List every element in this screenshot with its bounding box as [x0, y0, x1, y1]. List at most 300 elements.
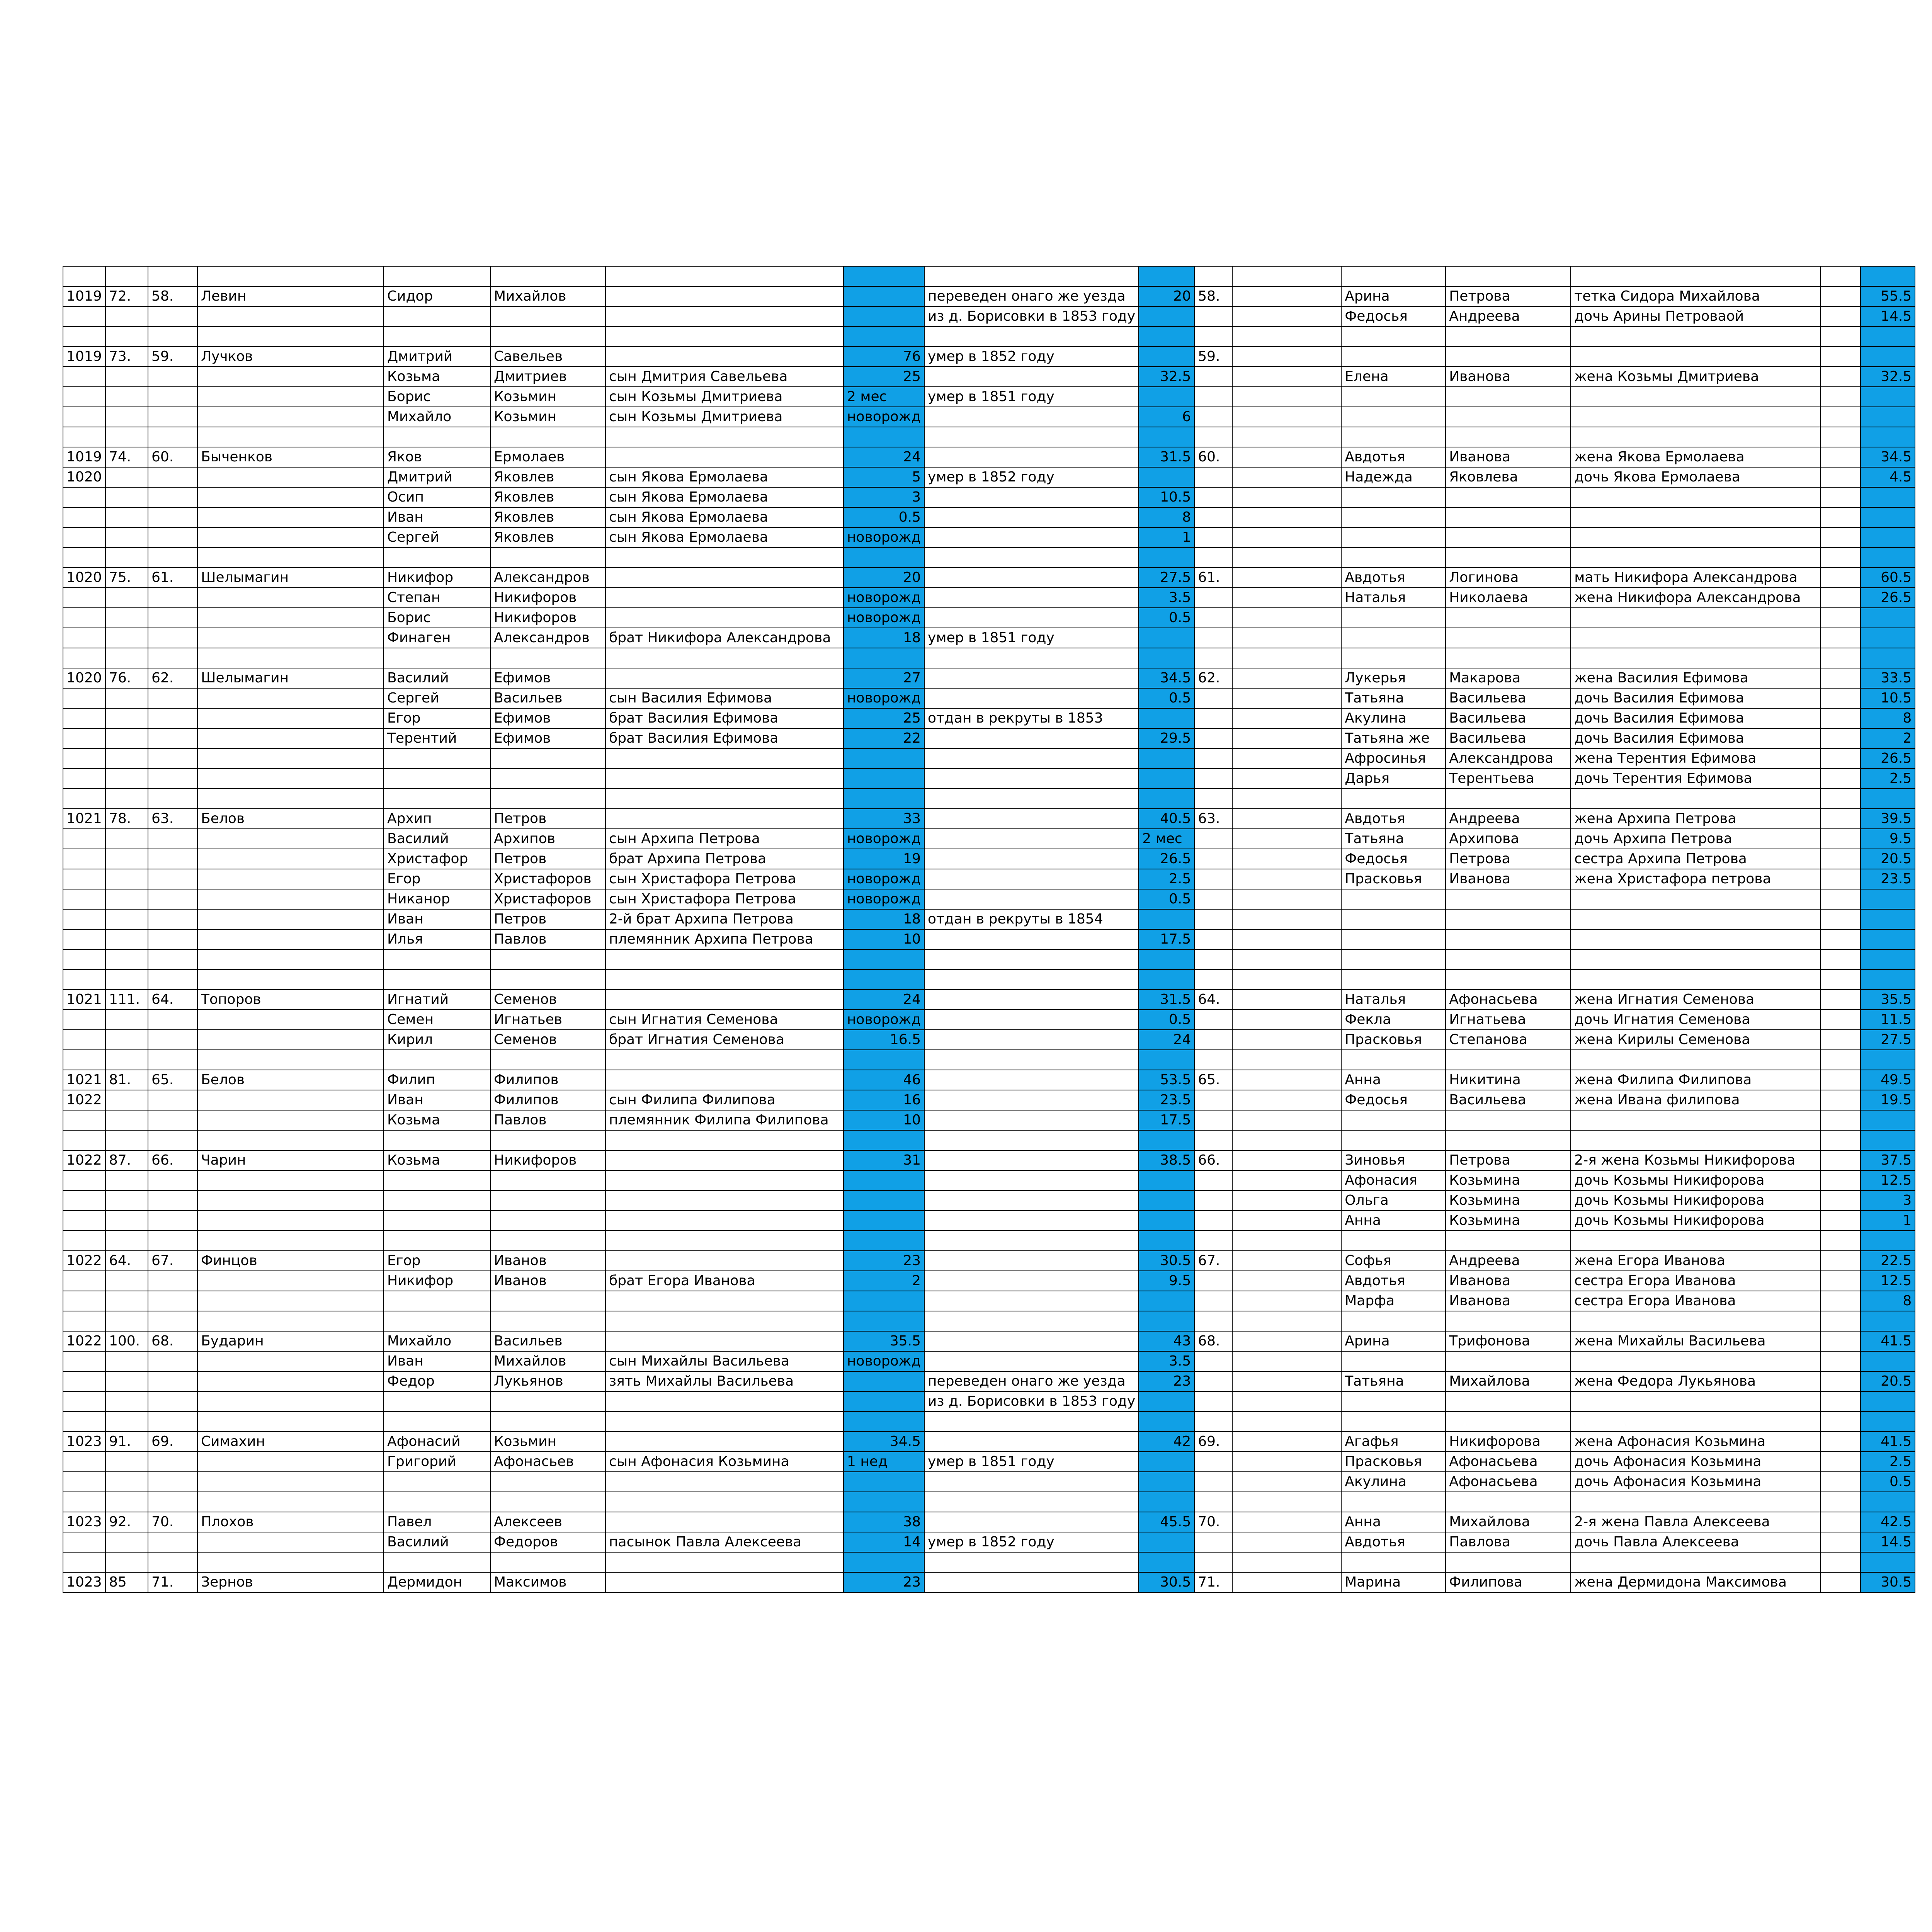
cell-first-name: Сидор — [384, 286, 490, 306]
cell-spacer — [1232, 568, 1341, 588]
table-row — [63, 1432, 1915, 1452]
cell-age-1858 — [1139, 347, 1194, 367]
cell-spacer — [1232, 1391, 1341, 1412]
cell-male-no — [148, 648, 197, 668]
cell-note: умер в 1851 году — [924, 1452, 1139, 1472]
cell-female-patronymic: Терентьева — [1446, 769, 1571, 789]
cell-house-no — [63, 769, 105, 789]
cell-list-no — [105, 1412, 148, 1432]
cell-surname: Чарин — [197, 1150, 384, 1170]
cell-spacer — [1232, 909, 1341, 929]
table-row — [63, 1271, 1915, 1291]
cell-relation: сын Христафора Петрова — [605, 889, 844, 909]
cell-list-no — [105, 1110, 148, 1130]
cell-age-1850 — [844, 1050, 924, 1070]
cell-female-age: 12.5 — [1861, 1170, 1915, 1190]
cell-spacer — [1232, 608, 1341, 628]
cell-house-no — [63, 1170, 105, 1190]
cell-surname — [197, 1532, 384, 1552]
cell-surname — [197, 1050, 384, 1070]
table-row — [63, 1231, 1915, 1251]
cell-spacer — [1232, 1090, 1341, 1110]
cell-female-first-name — [1341, 487, 1446, 507]
cell-first-name: Иван — [384, 1090, 490, 1110]
cell-patronymic: Лукьянов — [490, 1371, 605, 1391]
cell-surname — [197, 849, 384, 869]
cell-house-no — [63, 688, 105, 708]
cell-female-first-name — [1341, 1412, 1446, 1432]
cell-relation — [605, 1311, 844, 1331]
cell-age-1850: 24 — [844, 447, 924, 467]
table-row — [63, 1130, 1915, 1150]
cell-note — [924, 1291, 1139, 1311]
cell-female-age — [1861, 487, 1915, 507]
cell-first-name: Василий — [384, 668, 490, 688]
cell-female-patronymic: Афонасьева — [1446, 1452, 1571, 1472]
cell-relation — [605, 949, 844, 969]
cell-female-age — [1861, 527, 1915, 548]
cell-female-patronymic: Козьмина — [1446, 1211, 1571, 1231]
cell-list-no — [105, 628, 148, 648]
cell-female-first-name: Татьяна же — [1341, 728, 1446, 748]
cell-female-no: 68. — [1194, 1331, 1232, 1351]
cell-female-no — [1194, 748, 1232, 769]
cell-spacer-2 — [1820, 467, 1861, 487]
cell-house-no — [63, 527, 105, 548]
cell-male-no — [148, 1371, 197, 1391]
cell-list-no: 85 — [105, 1572, 148, 1592]
cell-house-no — [63, 628, 105, 648]
cell-relation: сын Козьмы Дмитриева — [605, 407, 844, 427]
table-row — [63, 487, 1915, 507]
cell-spacer-2 — [1820, 1452, 1861, 1472]
table-row — [63, 1211, 1915, 1231]
cell-female-no: 63. — [1194, 809, 1232, 829]
cell-spacer — [1232, 1030, 1341, 1050]
cell-male-no: 67. — [148, 1251, 197, 1271]
cell-relation — [605, 990, 844, 1010]
cell-patronymic — [490, 748, 605, 769]
table-row — [63, 1452, 1915, 1472]
cell-female-age — [1861, 548, 1915, 568]
cell-female-relation: 2-я жена Козьмы Никифорова — [1571, 1150, 1820, 1170]
cell-list-no — [105, 769, 148, 789]
cell-first-name — [384, 1211, 490, 1231]
cell-first-name — [384, 1412, 490, 1432]
cell-male-no — [148, 1170, 197, 1190]
cell-first-name: Дмитрий — [384, 467, 490, 487]
cell-patronymic: Михайлов — [490, 286, 605, 306]
cell-surname: Быченков — [197, 447, 384, 467]
cell-age-1858: 1 — [1139, 527, 1194, 548]
cell-house-no — [63, 1351, 105, 1371]
cell-female-relation — [1571, 889, 1820, 909]
cell-note — [924, 1271, 1139, 1291]
cell-age-1858 — [1139, 1552, 1194, 1572]
cell-spacer — [1232, 728, 1341, 748]
cell-age-1858 — [1139, 748, 1194, 769]
cell-spacer-2 — [1820, 507, 1861, 527]
cell-first-name: Никанор — [384, 889, 490, 909]
cell-female-age — [1861, 1391, 1915, 1412]
cell-note — [924, 1331, 1139, 1351]
cell-female-age: 34.5 — [1861, 447, 1915, 467]
cell-note: переведен онаго же уезда — [924, 286, 1139, 306]
cell-female-patronymic: Архипова — [1446, 829, 1571, 849]
cell-female-relation: дочь Павла Алексеева — [1571, 1532, 1820, 1552]
cell-first-name: Яков — [384, 447, 490, 467]
cell-note: отдан в рекруты в 1854 — [924, 909, 1139, 929]
cell-spacer — [1232, 286, 1341, 306]
cell-female-no — [1194, 789, 1232, 809]
cell-first-name: Егор — [384, 869, 490, 889]
cell-spacer — [1232, 1251, 1341, 1271]
cell-age-1858: 30.5 — [1139, 1572, 1194, 1592]
cell-spacer — [1232, 1070, 1341, 1090]
cell-female-no — [1194, 1472, 1232, 1492]
cell-female-age: 26.5 — [1861, 748, 1915, 769]
cell-surname — [197, 1030, 384, 1050]
cell-female-patronymic: Козьмина — [1446, 1190, 1571, 1211]
cell-patronymic — [490, 1050, 605, 1070]
cell-list-no — [105, 407, 148, 427]
cell-age-1858 — [1139, 467, 1194, 487]
cell-note — [924, 487, 1139, 507]
cell-house-no — [63, 1371, 105, 1391]
cell-spacer-2 — [1820, 829, 1861, 849]
cell-spacer — [1232, 869, 1341, 889]
cell-female-age — [1861, 608, 1915, 628]
cell-female-no — [1194, 849, 1232, 869]
cell-female-relation — [1571, 427, 1820, 447]
cell-list-no: 81. — [105, 1070, 148, 1090]
cell-spacer-2 — [1820, 1170, 1861, 1190]
cell-spacer-2 — [1820, 1532, 1861, 1552]
cell-first-name: Федор — [384, 1371, 490, 1391]
cell-female-relation — [1571, 1130, 1820, 1150]
cell-age-1850: 20 — [844, 568, 924, 588]
cell-age-1858: 8 — [1139, 507, 1194, 527]
cell-surname — [197, 306, 384, 327]
cell-relation — [605, 969, 844, 990]
cell-female-patronymic: Иванова — [1446, 367, 1571, 387]
cell-list-no — [105, 608, 148, 628]
cell-patronymic — [490, 1492, 605, 1512]
table-row — [63, 929, 1915, 949]
cell-list-no — [105, 1532, 148, 1552]
cell-surname: Левин — [197, 286, 384, 306]
cell-patronymic: Павлов — [490, 929, 605, 949]
cell-spacer — [1232, 1170, 1341, 1190]
cell-female-first-name — [1341, 969, 1446, 990]
cell-age-1850: 16 — [844, 1090, 924, 1110]
cell-spacer — [1232, 387, 1341, 407]
cell-age-1850 — [844, 769, 924, 789]
cell-list-no — [105, 1010, 148, 1030]
cell-house-no: 1022 — [63, 1251, 105, 1271]
cell-relation: брат Никифора Александрова — [605, 628, 844, 648]
cell-female-patronymic — [1446, 1391, 1571, 1412]
cell-note — [924, 507, 1139, 527]
cell-relation — [605, 769, 844, 789]
cell-female-age: 32.5 — [1861, 367, 1915, 387]
cell-surname — [197, 829, 384, 849]
table-row — [63, 266, 1915, 286]
cell-female-first-name: Лукерья — [1341, 668, 1446, 688]
cell-female-first-name: Анна — [1341, 1512, 1446, 1532]
cell-list-no — [105, 527, 148, 548]
cell-female-patronymic — [1446, 1492, 1571, 1512]
cell-note — [924, 1231, 1139, 1251]
cell-female-patronymic: Логинова — [1446, 568, 1571, 588]
cell-list-no: 100. — [105, 1331, 148, 1351]
cell-female-patronymic — [1446, 1110, 1571, 1130]
cell-female-first-name: Татьяна — [1341, 829, 1446, 849]
cell-age-1858: 6 — [1139, 407, 1194, 427]
cell-female-age: 55.5 — [1861, 286, 1915, 306]
cell-age-1850 — [844, 1211, 924, 1231]
cell-spacer — [1232, 588, 1341, 608]
cell-first-name: Христафор — [384, 849, 490, 869]
cell-spacer-2 — [1820, 588, 1861, 608]
cell-age-1858 — [1139, 1391, 1194, 1412]
cell-first-name: Кирил — [384, 1030, 490, 1050]
cell-female-first-name: Анна — [1341, 1070, 1446, 1090]
cell-female-relation: тетка Сидора Михайлова — [1571, 286, 1820, 306]
cell-spacer-2 — [1820, 306, 1861, 327]
cell-spacer — [1232, 1331, 1341, 1351]
cell-female-no — [1194, 1030, 1232, 1050]
cell-age-1858: 34.5 — [1139, 668, 1194, 688]
cell-age-1850: 34.5 — [844, 1432, 924, 1452]
cell-female-patronymic — [1446, 407, 1571, 427]
cell-house-no — [63, 1110, 105, 1130]
cell-house-no — [63, 427, 105, 447]
cell-house-no — [63, 1010, 105, 1030]
cell-spacer — [1232, 467, 1341, 487]
cell-house-no — [63, 1492, 105, 1512]
cell-female-no — [1194, 1090, 1232, 1110]
cell-house-no — [63, 1412, 105, 1432]
cell-first-name: Козьма — [384, 1150, 490, 1170]
cell-female-patronymic: Андреева — [1446, 1251, 1571, 1271]
cell-female-first-name — [1341, 507, 1446, 527]
cell-house-no — [63, 789, 105, 809]
cell-female-age — [1861, 889, 1915, 909]
cell-age-1858 — [1139, 1190, 1194, 1211]
cell-patronymic: Никифоров — [490, 1150, 605, 1170]
cell-spacer-2 — [1820, 608, 1861, 628]
cell-age-1850 — [844, 1311, 924, 1331]
cell-female-patronymic: Николаева — [1446, 588, 1571, 608]
cell-house-no — [63, 1190, 105, 1211]
cell-female-first-name — [1341, 347, 1446, 367]
cell-note: умер в 1851 году — [924, 387, 1139, 407]
cell-house-no — [63, 407, 105, 427]
cell-female-relation — [1571, 347, 1820, 367]
cell-spacer-2 — [1820, 568, 1861, 588]
cell-female-no — [1194, 949, 1232, 969]
cell-first-name — [384, 969, 490, 990]
cell-first-name: Семен — [384, 1010, 490, 1030]
cell-female-patronymic: Васильева — [1446, 728, 1571, 748]
cell-age-1858: 32.5 — [1139, 367, 1194, 387]
cell-list-no — [105, 889, 148, 909]
cell-female-patronymic: Андреева — [1446, 809, 1571, 829]
cell-female-no — [1194, 969, 1232, 990]
cell-surname — [197, 1190, 384, 1211]
cell-female-no — [1194, 1371, 1232, 1391]
cell-note — [924, 728, 1139, 748]
cell-spacer — [1232, 1130, 1341, 1150]
cell-age-1850: 16.5 — [844, 1030, 924, 1050]
cell-house-no: 1019 — [63, 286, 105, 306]
cell-relation: 2-й брат Архипа Петрова — [605, 909, 844, 929]
cell-first-name — [384, 748, 490, 769]
cell-spacer-2 — [1820, 1251, 1861, 1271]
cell-patronymic — [490, 306, 605, 327]
cell-female-first-name: Федосья — [1341, 849, 1446, 869]
cell-spacer — [1232, 1211, 1341, 1231]
cell-spacer-2 — [1820, 648, 1861, 668]
cell-female-first-name: Фекла — [1341, 1010, 1446, 1030]
cell-male-no — [148, 1391, 197, 1412]
cell-female-patronymic: Трифонова — [1446, 1331, 1571, 1351]
cell-male-no — [148, 1452, 197, 1472]
cell-age-1850: 25 — [844, 367, 924, 387]
cell-first-name — [384, 1391, 490, 1412]
cell-female-no — [1194, 427, 1232, 447]
cell-female-age: 22.5 — [1861, 1251, 1915, 1271]
cell-patronymic: Ефимов — [490, 668, 605, 688]
cell-female-first-name — [1341, 889, 1446, 909]
cell-female-relation: жена Михайлы Васильева — [1571, 1331, 1820, 1351]
cell-female-relation: дочь Козьмы Никифорова — [1571, 1190, 1820, 1211]
cell-female-relation — [1571, 387, 1820, 407]
cell-male-no — [148, 969, 197, 990]
cell-female-relation — [1571, 1050, 1820, 1070]
cell-age-1850 — [844, 969, 924, 990]
cell-first-name: Борис — [384, 608, 490, 628]
table-row — [63, 628, 1915, 648]
cell-list-no — [105, 1211, 148, 1231]
cell-age-1858 — [1139, 969, 1194, 990]
cell-relation — [605, 568, 844, 588]
cell-surname — [197, 929, 384, 949]
cell-female-age — [1861, 347, 1915, 367]
table-row — [63, 969, 1915, 990]
cell-female-patronymic: Павлова — [1446, 1532, 1571, 1552]
cell-male-no — [148, 306, 197, 327]
cell-spacer-2 — [1820, 1512, 1861, 1532]
cell-female-relation: жена Дермидона Максимова — [1571, 1572, 1820, 1592]
cell-surname — [197, 1351, 384, 1371]
cell-age-1858 — [1139, 306, 1194, 327]
cell-female-first-name: Федосья — [1341, 306, 1446, 327]
cell-female-age: 2.5 — [1861, 1452, 1915, 1472]
cell-female-patronymic: Васильева — [1446, 688, 1571, 708]
cell-female-age: 42.5 — [1861, 1512, 1915, 1532]
cell-female-first-name — [1341, 1110, 1446, 1130]
cell-male-no — [148, 407, 197, 427]
table-row — [63, 387, 1915, 407]
cell-first-name: Василий — [384, 1532, 490, 1552]
cell-house-no — [63, 327, 105, 347]
table-row — [63, 728, 1915, 748]
cell-note — [924, 849, 1139, 869]
cell-patronymic — [490, 1472, 605, 1492]
cell-female-relation: жена Егора Иванова — [1571, 1251, 1820, 1271]
cell-patronymic — [490, 1130, 605, 1150]
cell-female-age: 11.5 — [1861, 1010, 1915, 1030]
cell-spacer — [1232, 769, 1341, 789]
cell-female-age — [1861, 427, 1915, 447]
cell-female-no — [1194, 1271, 1232, 1291]
cell-relation: сын Дмитрия Савельева — [605, 367, 844, 387]
cell-house-no — [63, 748, 105, 769]
cell-female-no — [1194, 487, 1232, 507]
cell-female-first-name: Марфа — [1341, 1291, 1446, 1311]
cell-age-1858: 0.5 — [1139, 688, 1194, 708]
cell-female-relation — [1571, 608, 1820, 628]
cell-house-no — [63, 507, 105, 527]
cell-male-no — [148, 487, 197, 507]
cell-surname: Белов — [197, 809, 384, 829]
cell-surname: Шелымагин — [197, 668, 384, 688]
cell-female-age: 41.5 — [1861, 1331, 1915, 1351]
cell-female-relation — [1571, 1311, 1820, 1331]
cell-age-1858 — [1139, 1311, 1194, 1331]
cell-female-patronymic: Афонасьева — [1446, 990, 1571, 1010]
cell-female-patronymic: Степанова — [1446, 1030, 1571, 1050]
cell-female-first-name — [1341, 929, 1446, 949]
cell-relation — [605, 427, 844, 447]
table-row — [63, 708, 1915, 728]
cell-age-1858: 17.5 — [1139, 929, 1194, 949]
cell-female-first-name — [1341, 648, 1446, 668]
cell-patronymic: Павлов — [490, 1110, 605, 1130]
cell-female-patronymic — [1446, 889, 1571, 909]
cell-note — [924, 1552, 1139, 1572]
cell-first-name: Дермидон — [384, 1572, 490, 1592]
cell-list-no — [105, 1291, 148, 1311]
cell-female-relation — [1571, 789, 1820, 809]
cell-female-no: 65. — [1194, 1070, 1232, 1090]
cell-first-name — [384, 1050, 490, 1070]
cell-first-name: Козьма — [384, 1110, 490, 1130]
table-row — [63, 1291, 1915, 1311]
cell-female-first-name — [1341, 909, 1446, 929]
cell-first-name: Никифор — [384, 568, 490, 588]
cell-relation: сын Якова Ермолаева — [605, 467, 844, 487]
cell-male-no — [148, 909, 197, 929]
cell-male-no — [148, 849, 197, 869]
cell-house-no — [63, 1311, 105, 1331]
cell-male-no: 70. — [148, 1512, 197, 1532]
cell-female-relation: дочь Афонасия Козьмина — [1571, 1472, 1820, 1492]
cell-female-first-name: Агафья — [1341, 1432, 1446, 1452]
cell-age-1858 — [1139, 909, 1194, 929]
cell-female-no — [1194, 1452, 1232, 1472]
cell-age-1850: 14 — [844, 1532, 924, 1552]
cell-female-no — [1194, 367, 1232, 387]
cell-relation — [605, 1552, 844, 1572]
cell-male-no: 64. — [148, 990, 197, 1010]
table-row — [63, 467, 1915, 487]
cell-age-1858 — [1139, 769, 1194, 789]
cell-female-relation — [1571, 1231, 1820, 1251]
cell-relation: сын Архипа Петрова — [605, 829, 844, 849]
